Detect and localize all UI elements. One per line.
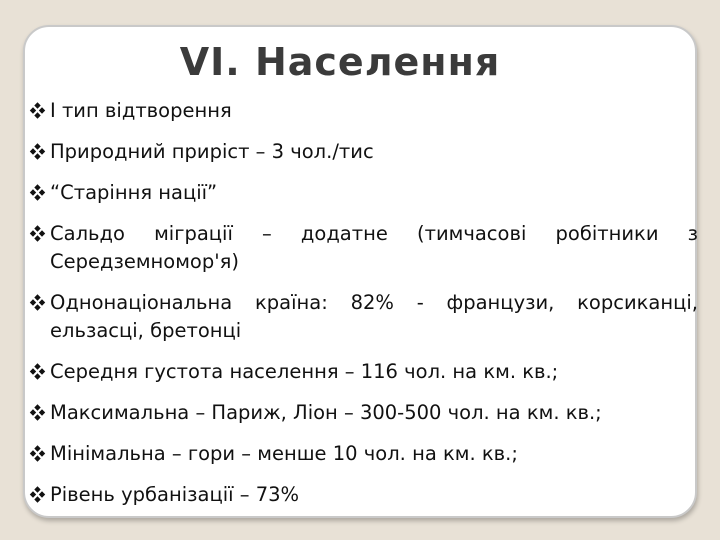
diamond-bullet-icon: [29, 102, 46, 119]
list-item-text: “Старіння нації”: [50, 181, 218, 204]
list-item-text: Сальдо міграції – додатне (тимчасові робітники з Середземномор'я): [50, 222, 698, 273]
list-item: [28, 399, 698, 427]
diamond-bullet-icon: [29, 294, 46, 311]
list-item: [28, 289, 698, 345]
diamond-bullet-icon: [29, 445, 46, 462]
list-item-text: Максимальна – Париж, Ліон – 300-500 чол. на км. кв.;: [50, 401, 602, 424]
list-item: [28, 481, 698, 509]
list-item-text: Мінімальна – гори – менше 10 чол. на км. кв.;: [50, 442, 518, 465]
list-item: [28, 97, 698, 125]
list-item: [28, 440, 698, 468]
list-item-text: Рівень урбанізації – 73%: [50, 483, 300, 506]
list-item-text: Середня густота населення – 116 чол. на км. кв.;: [50, 360, 559, 383]
diamond-bullet-icon: [29, 225, 46, 242]
diamond-bullet-icon: [29, 184, 46, 201]
list-item: [28, 358, 698, 386]
list-item-text: І тип відтворення: [50, 99, 232, 122]
diamond-bullet-icon: [29, 404, 46, 421]
list-item: [28, 138, 698, 166]
list-item-text: Однонаціональна країна: 82% - французи, корсиканці, ельзасці, бретонці: [50, 291, 698, 342]
slide-title: VI. Населення: [179, 40, 501, 84]
list-item: [28, 179, 698, 207]
list-item-text: Природний приріст – 3 чол./тис: [50, 140, 374, 163]
diamond-bullet-icon: [29, 486, 46, 503]
bullet-list: [28, 97, 698, 522]
diamond-bullet-icon: [29, 363, 46, 380]
list-item: [28, 220, 698, 276]
diamond-bullet-icon: [29, 143, 46, 160]
